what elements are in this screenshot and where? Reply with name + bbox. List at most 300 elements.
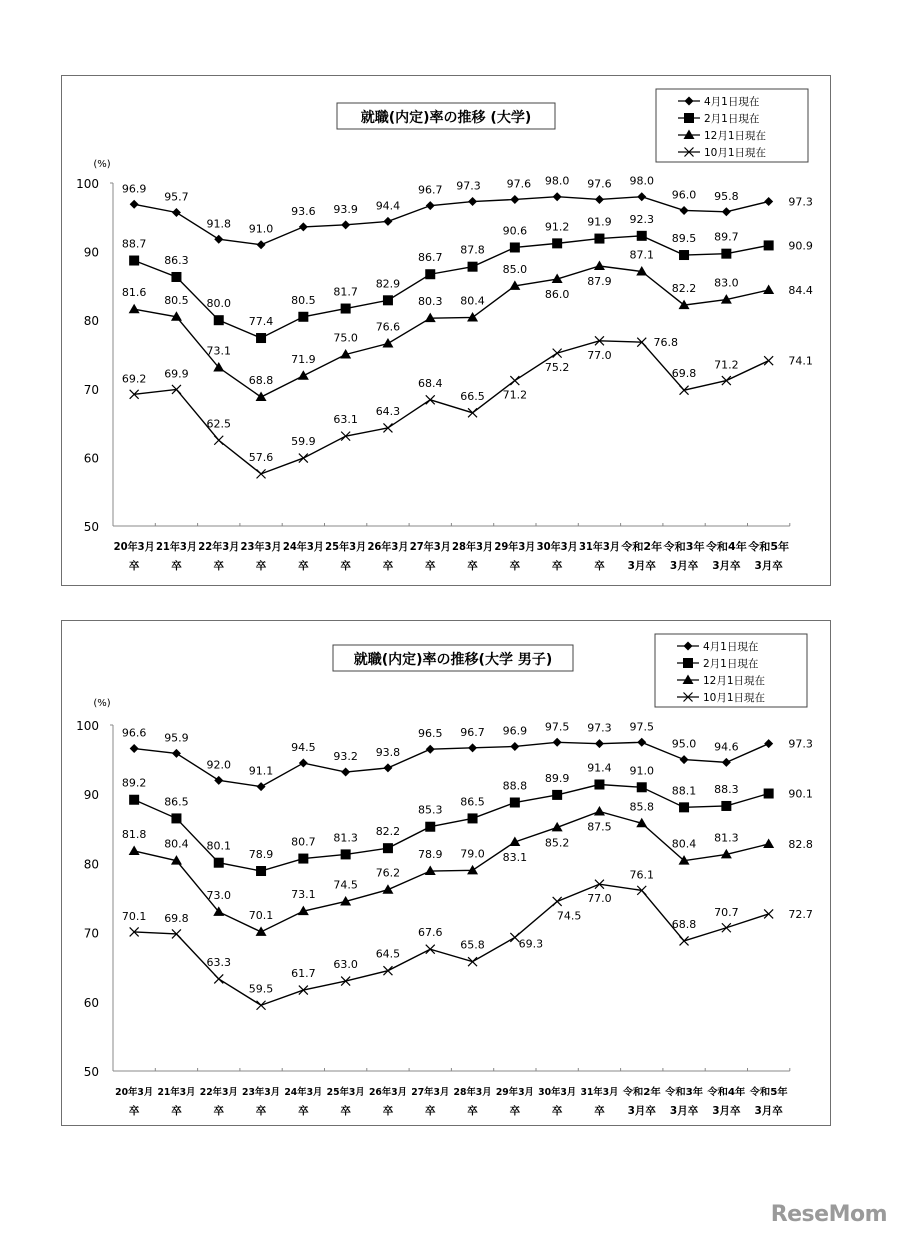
x-tick-label: 3月卒: [754, 1105, 783, 1117]
x-tick-label: 3月卒: [669, 560, 699, 572]
data-marker-x-icon: [257, 1001, 266, 1010]
data-marker-diamond-icon: [214, 235, 223, 244]
data-marker-square-icon: [383, 295, 393, 305]
data-label: 97.6: [587, 177, 612, 191]
data-marker-x-icon: [299, 454, 308, 463]
data-label: 84.4: [788, 284, 813, 298]
x-tick-label: 22年3月: [199, 1087, 239, 1098]
data-label: 70.1: [248, 908, 274, 922]
x-tick-label: 30年3月: [536, 541, 580, 553]
data-marker-triangle-icon: [467, 312, 478, 322]
data-label: 96.5: [418, 727, 443, 741]
x-tick-label: 卒: [171, 1105, 182, 1117]
data-label: 66.5: [460, 389, 485, 403]
data-marker-x-icon: [553, 349, 562, 358]
data-marker-diamond-icon: [172, 749, 181, 758]
data-marker-diamond-icon: [426, 745, 435, 754]
data-marker-x-icon: [468, 957, 477, 966]
data-label: 69.2: [121, 372, 147, 386]
data-marker-square-icon: [468, 262, 478, 272]
x-tick-label: 29年3月: [495, 1087, 535, 1098]
data-label: 63.0: [333, 958, 358, 972]
data-marker-triangle-icon: [382, 884, 393, 894]
data-label: 68.4: [418, 376, 443, 390]
legend-label: 2月1日現在: [704, 113, 760, 125]
data-label: 81.7: [333, 285, 358, 299]
data-label: 61.7: [291, 967, 316, 981]
x-tick-label: 27年3月: [409, 541, 453, 553]
y-tick-label: 80: [83, 857, 99, 872]
data-label: 75.2: [544, 361, 570, 375]
data-marker-square-icon: [341, 849, 351, 859]
data-marker-square-icon: [129, 256, 139, 266]
data-label: 59.9: [291, 435, 316, 449]
data-label: 97.5: [629, 720, 654, 734]
x-tick-label: 3月卒: [712, 560, 741, 572]
data-marker-square-icon: [764, 789, 774, 799]
data-label: 72.7: [788, 907, 813, 921]
data-marker-square-icon: [510, 242, 520, 252]
data-marker-square-icon: [425, 269, 435, 279]
y-axis-unit-label: (%): [93, 159, 111, 170]
data-label: 87.1: [629, 248, 654, 262]
data-label: 93.8: [375, 745, 401, 759]
data-marker-square-icon: [510, 798, 520, 808]
data-label: 81.8: [121, 827, 147, 841]
x-tick-label: 卒: [594, 560, 605, 572]
data-label: 80.4: [460, 294, 485, 308]
x-tick-label: 3月卒: [627, 1105, 656, 1117]
data-label: 86.5: [164, 795, 189, 809]
data-marker-square-icon: [214, 315, 224, 325]
data-marker-square-icon: [171, 813, 181, 823]
data-marker-x-icon: [383, 966, 392, 975]
data-marker-diamond-icon: [426, 201, 435, 210]
data-marker-diamond-icon: [553, 192, 562, 201]
data-label: 97.3: [587, 721, 612, 735]
data-label: 59.5: [248, 982, 274, 996]
data-marker-x-icon: [426, 945, 435, 954]
data-label: 77.4: [248, 315, 274, 329]
data-marker-triangle-icon: [382, 338, 393, 348]
line-chart-university-male: [62, 621, 830, 1125]
data-label: 64.3: [375, 404, 401, 418]
data-marker-diamond-icon: [214, 776, 223, 785]
data-marker-diamond-icon: [299, 759, 308, 768]
data-label: 87.8: [460, 243, 485, 257]
data-label: 81.6: [121, 286, 147, 300]
data-marker-square-icon: [425, 822, 435, 832]
y-tick-label: 90: [83, 245, 99, 260]
data-marker-square-icon: [721, 801, 731, 811]
data-label: 89.9: [544, 771, 570, 785]
data-label: 69.3: [518, 937, 544, 951]
data-marker-square-icon: [468, 813, 478, 823]
x-tick-label: 24年3月: [282, 541, 326, 553]
data-label: 87.5: [587, 820, 612, 834]
x-tick-label: 卒: [298, 1105, 309, 1117]
x-tick-label: 23年3月: [242, 1087, 281, 1098]
x-tick-label: 卒: [467, 1105, 478, 1117]
data-marker-triangle-icon: [763, 839, 774, 849]
data-label: 89.7: [714, 230, 739, 244]
data-marker-triangle-icon: [129, 845, 140, 855]
x-tick-label: 令和4年: [707, 1087, 743, 1098]
x-tick-label: 卒: [128, 1105, 140, 1117]
data-marker-triangle-icon: [763, 285, 774, 295]
data-marker-diamond-icon: [722, 207, 731, 216]
x-tick-label: 令和2年: [621, 541, 661, 553]
x-tick-label: 卒: [213, 1105, 224, 1117]
legend-label: 4月1日現在: [703, 641, 759, 653]
data-label: 93.6: [291, 204, 316, 218]
data-label: 70.7: [714, 905, 739, 919]
series-line: [134, 341, 769, 474]
legend-label: 12月1日現在: [704, 130, 767, 142]
y-tick-label: 70: [83, 382, 99, 397]
data-marker-diamond-icon: [383, 763, 392, 772]
data-label: 74.1: [788, 354, 813, 368]
data-label: 90.6: [502, 224, 528, 238]
data-marker-square-icon: [679, 250, 689, 260]
data-label: 91.0: [248, 222, 274, 236]
data-marker-triangle-icon: [256, 392, 267, 402]
data-marker-triangle-icon: [467, 865, 478, 875]
data-label: 85.8: [629, 800, 654, 814]
data-label: 97.3: [456, 179, 481, 193]
x-tick-label: 卒: [551, 1105, 563, 1117]
x-tick-label: 卒: [340, 560, 351, 572]
data-marker-square-icon: [298, 854, 308, 864]
data-label: 65.8: [460, 938, 485, 952]
data-marker-diamond-icon: [510, 742, 519, 751]
data-label: 76.2: [375, 866, 401, 880]
data-label: 73.0: [206, 888, 231, 902]
x-tick-label: 28年3月: [453, 1087, 493, 1098]
data-marker-diamond-icon: [595, 739, 604, 748]
series-line: [134, 812, 769, 932]
x-tick-label: 令和5年: [748, 541, 787, 553]
x-tick-label: 22年3月: [198, 541, 242, 553]
x-tick-label: 卒: [425, 560, 436, 572]
y-tick-label: 100: [76, 177, 99, 191]
x-tick-label: 卒: [382, 1105, 394, 1117]
x-tick-label: 令和2年: [622, 1087, 658, 1098]
data-label: 82.2: [375, 825, 401, 839]
x-tick-label: 20年3月: [115, 1087, 154, 1098]
data-marker-square-icon: [637, 231, 647, 241]
data-label: 77.0: [587, 348, 612, 362]
data-label: 76.6: [375, 320, 401, 334]
data-label: 94.5: [291, 741, 316, 755]
data-label: 87.9: [587, 275, 612, 289]
x-tick-label: 3月卒: [669, 1105, 699, 1117]
data-label: 80.4: [671, 837, 697, 851]
data-label: 88.7: [121, 237, 147, 251]
x-tick-label: 3月卒: [712, 1105, 741, 1117]
x-tick-label: 卒: [213, 560, 224, 572]
data-marker-x-icon: [553, 897, 562, 906]
data-marker-x-icon: [510, 376, 519, 385]
x-tick-label: 21年3月: [157, 1087, 197, 1098]
data-label: 79.0: [460, 847, 485, 861]
chart-legend: [655, 634, 807, 707]
series-triangle: [122, 248, 813, 401]
x-tick-label: 卒: [340, 1105, 351, 1117]
data-label: 80.7: [291, 835, 316, 849]
x-tick-label: 31年3月: [578, 541, 622, 553]
data-marker-square-icon: [341, 304, 351, 314]
data-label: 86.0: [544, 288, 570, 302]
chart-panel-university-male: [61, 620, 831, 1126]
series-line: [134, 884, 769, 1005]
data-marker-x-icon: [257, 469, 266, 478]
x-tick-label: 令和5年: [749, 1087, 785, 1098]
data-marker-diamond-icon: [553, 738, 562, 747]
data-label: 89.5: [671, 232, 697, 246]
data-marker-triangle-icon: [129, 304, 140, 314]
x-tick-label: 25年3月: [326, 1087, 366, 1098]
x-tick-label: 27年3月: [411, 1087, 451, 1098]
data-label: 96.0: [671, 188, 697, 202]
data-marker-square-icon: [552, 238, 562, 248]
data-marker-square-icon: [764, 240, 774, 250]
data-marker-triangle-icon: [256, 926, 267, 936]
data-label: 86.3: [164, 253, 189, 267]
x-tick-label: 24年3月: [284, 1087, 324, 1098]
data-marker-diamond-icon: [130, 200, 139, 209]
data-marker-diamond-icon: [130, 744, 139, 753]
data-label: 96.7: [460, 725, 485, 739]
data-label: 82.8: [788, 838, 813, 852]
data-label: 94.6: [714, 740, 739, 754]
legend-label: 12月1日現在: [703, 675, 766, 687]
y-tick-label: 50: [83, 520, 99, 534]
data-marker-diamond-icon: [637, 192, 646, 201]
data-label: 85.3: [418, 803, 443, 817]
series-triangle: [122, 800, 813, 936]
y-axis-unit-label: (%): [93, 698, 111, 709]
data-label: 78.9: [418, 848, 443, 862]
data-marker-diamond-icon: [680, 755, 689, 764]
data-label: 93.2: [333, 750, 358, 764]
x-tick-label: 26年3月: [367, 541, 411, 553]
x-tick-label: 卒: [551, 560, 563, 572]
data-label: 68.8: [248, 374, 274, 388]
data-marker-square-icon: [552, 790, 562, 800]
data-label: 90.1: [788, 787, 813, 801]
line-chart-university: [62, 76, 830, 585]
data-label: 86.7: [418, 251, 443, 265]
data-marker-triangle-icon: [298, 370, 309, 380]
data-label: 97.3: [788, 737, 813, 751]
x-tick-label: 20年3月: [113, 541, 157, 553]
x-tick-label: 令和3年: [663, 541, 703, 553]
data-label: 97.3: [788, 195, 813, 209]
data-label: 89.2: [121, 776, 147, 790]
data-marker-square-icon: [129, 795, 139, 805]
legend-label: 4月1日現在: [704, 96, 760, 108]
data-marker-square-icon: [214, 858, 224, 868]
data-marker-square-icon: [171, 272, 181, 282]
data-marker-diamond-icon: [257, 240, 266, 249]
data-marker-triangle-icon: [594, 261, 605, 271]
x-tick-label: 卒: [467, 560, 478, 572]
y-tick-label: 90: [83, 788, 99, 803]
data-marker-diamond-icon: [637, 738, 646, 747]
data-label: 81.3: [333, 831, 358, 845]
chart-title-text: 就職(内定)率の推移(大学 男子): [353, 652, 553, 668]
data-marker-diamond-icon: [680, 206, 689, 215]
data-label: 93.9: [333, 202, 358, 216]
data-marker-square-icon: [256, 866, 266, 876]
data-label: 91.9: [587, 215, 612, 229]
data-label: 85.2: [544, 836, 570, 850]
data-marker-x-icon: [214, 974, 223, 983]
x-tick-label: 28年3月: [452, 541, 495, 553]
data-label: 91.8: [206, 217, 231, 231]
data-label: 91.0: [629, 764, 654, 778]
x-tick-label: 卒: [509, 560, 521, 572]
y-tick-label: 80: [83, 314, 99, 329]
data-marker-square-icon: [383, 843, 393, 853]
data-label: 71.9: [291, 352, 316, 366]
data-label: 88.3: [714, 782, 739, 796]
data-label: 68.8: [671, 917, 697, 931]
x-tick-label: 卒: [382, 560, 394, 572]
data-marker-x-icon: [722, 923, 731, 932]
x-tick-label: 卒: [594, 1105, 605, 1117]
data-marker-x-icon: [764, 909, 773, 918]
y-tick-label: 50: [83, 1065, 99, 1079]
chart-panel-university: [61, 75, 831, 586]
x-tick-label: 卒: [298, 560, 309, 572]
data-label: 91.4: [587, 761, 612, 775]
legend-marker-square-icon: [683, 658, 693, 668]
data-label: 77.0: [587, 892, 612, 906]
data-label: 69.8: [164, 911, 189, 925]
data-marker-x-icon: [426, 395, 435, 404]
data-label: 80.5: [164, 293, 189, 307]
data-label: 90.9: [788, 239, 813, 253]
data-label: 69.8: [671, 367, 697, 381]
data-label: 80.0: [206, 297, 231, 311]
data-label: 71.2: [714, 358, 739, 372]
data-marker-square-icon: [637, 782, 647, 792]
data-label: 83.0: [714, 276, 739, 290]
x-tick-label: 29年3月: [494, 541, 538, 553]
data-label: 95.9: [164, 731, 189, 745]
x-tick-label: 25年3月: [325, 541, 369, 553]
data-marker-diamond-icon: [257, 782, 266, 791]
x-tick-label: 30年3月: [538, 1087, 577, 1098]
data-marker-diamond-icon: [595, 195, 604, 204]
data-label: 97.5: [544, 720, 570, 734]
chart-title: [333, 645, 573, 671]
legend-label: 10月1日現在: [704, 147, 767, 159]
data-label: 85.0: [502, 262, 528, 276]
data-label: 73.1: [206, 344, 231, 358]
series-square: [122, 213, 813, 343]
data-label: 82.9: [375, 277, 401, 291]
data-label: 86.5: [460, 795, 485, 809]
data-marker-diamond-icon: [764, 739, 773, 748]
data-label: 91.2: [544, 220, 570, 234]
data-label: 95.0: [671, 737, 697, 751]
data-marker-diamond-icon: [468, 197, 477, 206]
data-label: 83.1: [502, 850, 528, 864]
y-tick-label: 60: [83, 451, 99, 466]
data-label: 63.1: [333, 413, 358, 427]
data-marker-x-icon: [468, 408, 477, 417]
y-tick-label: 60: [83, 995, 99, 1010]
data-marker-square-icon: [721, 249, 731, 259]
x-tick-label: 卒: [509, 1105, 521, 1117]
data-marker-square-icon: [594, 234, 604, 244]
data-label: 95.7: [164, 190, 189, 204]
data-label: 75.0: [333, 331, 358, 345]
data-label: 96.7: [418, 183, 443, 197]
data-label: 76.1: [629, 868, 654, 882]
data-label: 73.1: [291, 888, 316, 902]
data-label: 69.9: [164, 367, 189, 381]
data-label: 88.1: [671, 784, 697, 798]
data-label: 92.3: [629, 212, 654, 226]
legend-marker-square-icon: [684, 113, 694, 123]
data-label: 63.3: [206, 955, 231, 969]
series-line: [134, 782, 769, 872]
data-label: 96.9: [121, 182, 147, 196]
data-label: 82.2: [671, 282, 697, 296]
data-marker-x-icon: [680, 936, 689, 945]
x-tick-label: 3月卒: [627, 560, 656, 572]
data-marker-x-icon: [764, 356, 773, 365]
x-tick-label: 卒: [425, 1105, 436, 1117]
data-label: 71.2: [502, 388, 528, 402]
data-marker-diamond-icon: [172, 208, 181, 217]
data-marker-square-icon: [256, 333, 266, 343]
data-label: 94.4: [375, 199, 401, 213]
x-tick-label: 26年3月: [368, 1087, 408, 1098]
data-label: 96.9: [502, 724, 528, 738]
data-marker-diamond-icon: [341, 220, 350, 229]
data-label: 80.1: [206, 839, 231, 853]
data-label: 91.1: [248, 764, 274, 778]
data-label: 88.8: [502, 779, 528, 793]
data-marker-diamond-icon: [299, 222, 308, 231]
data-label: 97.6: [506, 177, 532, 191]
data-label: 57.6: [248, 450, 274, 464]
data-label: 80.3: [418, 295, 443, 309]
data-marker-square-icon: [594, 780, 604, 790]
x-tick-label: 卒: [255, 560, 267, 572]
y-tick-label: 70: [83, 926, 99, 941]
data-marker-square-icon: [298, 312, 308, 322]
x-tick-label: 卒: [128, 560, 140, 572]
data-marker-square-icon: [679, 802, 689, 812]
data-label: 70.1: [121, 909, 147, 923]
resemom-logo: ReseMom: [770, 1202, 887, 1227]
data-label: 98.0: [629, 174, 654, 188]
data-marker-diamond-icon: [383, 217, 392, 226]
data-label: 80.4: [164, 837, 189, 851]
data-label: 95.8: [714, 189, 739, 203]
data-marker-diamond-icon: [468, 743, 477, 752]
data-label: 67.6: [418, 926, 443, 940]
x-tick-label: 令和3年: [665, 1087, 701, 1098]
data-marker-diamond-icon: [764, 197, 773, 206]
x-tick-label: 31年3月: [580, 1087, 620, 1098]
